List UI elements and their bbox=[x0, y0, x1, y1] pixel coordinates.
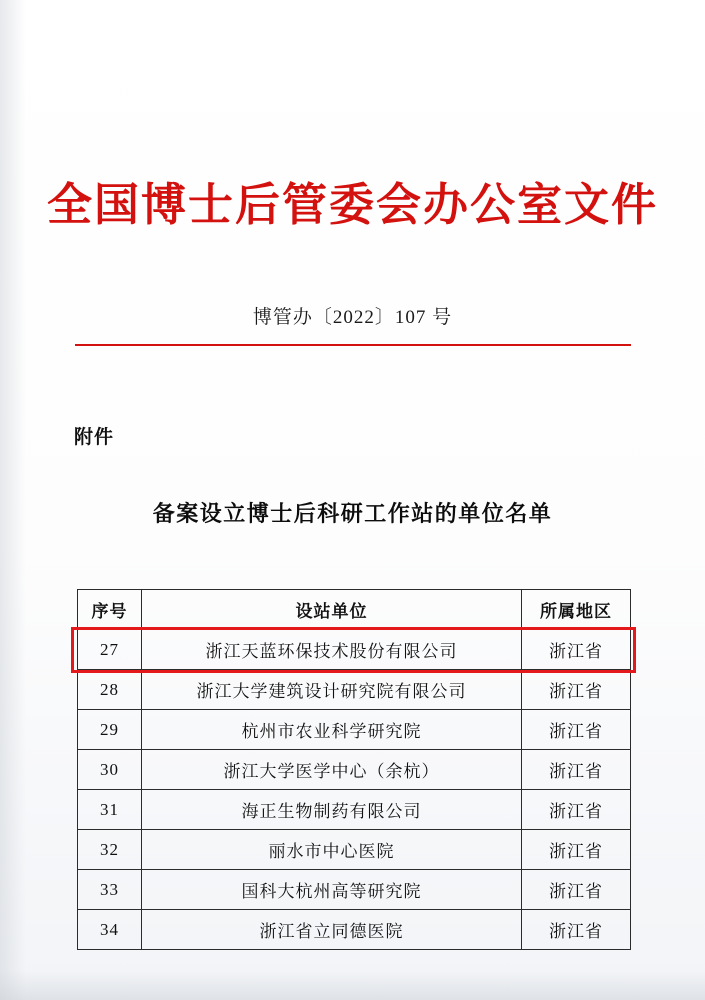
cell-no: 32 bbox=[78, 830, 142, 870]
cell-unit: 杭州市农业科学研究院 bbox=[142, 710, 522, 750]
unit-list-table-wrapper bbox=[77, 589, 630, 950]
red-divider-rule bbox=[75, 344, 631, 346]
column-header-region: 所属地区 bbox=[522, 590, 631, 630]
unit-list-table bbox=[77, 589, 631, 950]
table-row bbox=[78, 710, 631, 750]
cell-region: 浙江省 bbox=[522, 710, 631, 750]
cell-unit: 浙江天蓝环保技术股份有限公司 bbox=[142, 630, 522, 670]
cell-region: 浙江省 bbox=[522, 870, 631, 910]
table-row bbox=[78, 790, 631, 830]
cell-no: 28 bbox=[78, 670, 142, 710]
table-row bbox=[78, 630, 631, 670]
cell-unit: 浙江大学医学中心（余杭） bbox=[142, 750, 522, 790]
cell-region: 浙江省 bbox=[522, 750, 631, 790]
document-number: 博管办〔2022〕107 号 bbox=[252, 307, 453, 328]
cell-no: 27 bbox=[78, 630, 142, 670]
cell-region: 浙江省 bbox=[522, 630, 631, 670]
table-row bbox=[78, 830, 631, 870]
list-title: 备案设立博士后科研工作站的单位名单 bbox=[152, 501, 553, 526]
cell-region: 浙江省 bbox=[522, 670, 631, 710]
table-row bbox=[78, 910, 631, 950]
page-edge-shadow-bottom bbox=[0, 970, 705, 1000]
page-edge-shadow-left bbox=[0, 0, 26, 1000]
cell-no: 33 bbox=[78, 870, 142, 910]
cell-no: 30 bbox=[78, 750, 142, 790]
cell-no: 29 bbox=[78, 710, 142, 750]
cell-unit: 浙江省立同德医院 bbox=[142, 910, 522, 950]
table-row bbox=[78, 750, 631, 790]
cell-region: 浙江省 bbox=[522, 910, 631, 950]
cell-no: 31 bbox=[78, 790, 142, 830]
cell-unit: 海正生物制药有限公司 bbox=[142, 790, 522, 830]
document-title: 全国博士后管委会办公室文件 bbox=[46, 180, 658, 230]
cell-region: 浙江省 bbox=[522, 790, 631, 830]
cell-region: 浙江省 bbox=[522, 830, 631, 870]
attachment-label: 附件 bbox=[74, 427, 115, 448]
column-header-unit: 设站单位 bbox=[142, 590, 522, 630]
cell-unit: 国科大杭州高等研究院 bbox=[142, 870, 522, 910]
column-header-no: 序号 bbox=[78, 590, 142, 630]
table-row bbox=[78, 670, 631, 710]
table-header-row bbox=[78, 590, 631, 630]
cell-no: 34 bbox=[78, 910, 142, 950]
table-row bbox=[78, 870, 631, 910]
cell-unit: 浙江大学建筑设计研究院有限公司 bbox=[142, 670, 522, 710]
cell-unit: 丽水市中心医院 bbox=[142, 830, 522, 870]
